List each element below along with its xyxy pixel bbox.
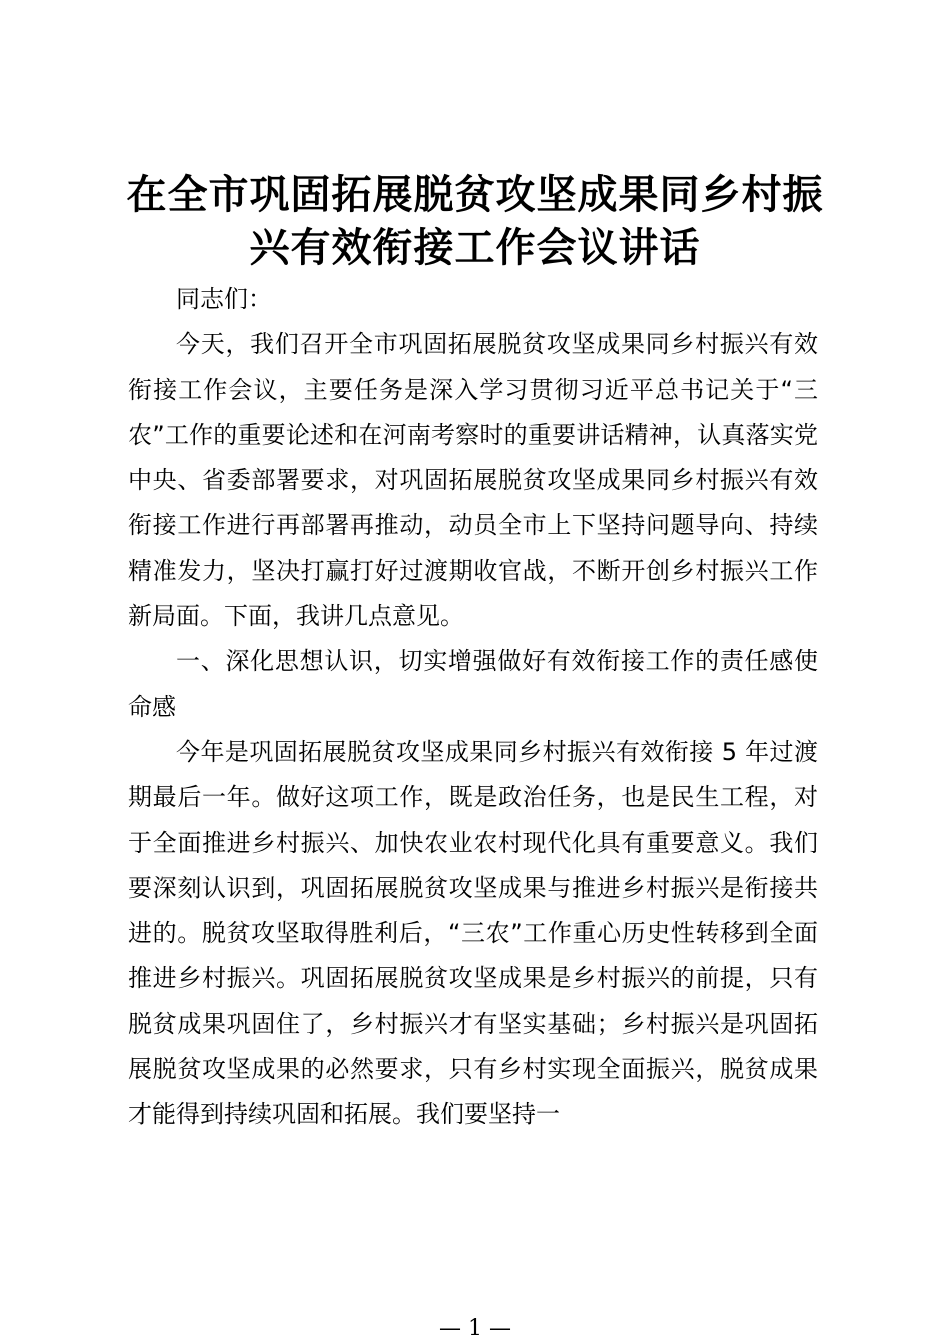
title-line-1: 在全市巩固拓展脱贫攻坚成果同乡村振 bbox=[126, 171, 824, 218]
paragraph-opening: 今天，我们召开全市巩固拓展脱贫攻坚成果同乡村振兴有效衔接工作会议，主要任务是深入学习贯彻习近平总书记关于“三农”工作的重要论述和在河南考察时的重要讲话精神，认真落实党中央、省委部署要求，对巩固拓展脱贫攻坚成果同乡村振兴有效衔接工作进行再部署再推动，动员全市上下坚持问题导向、持续精准发力，坚决打赢打好过渡期收官战，不断开创乡村振兴工作新局面。下面，我讲几点意见。 bbox=[128, 330, 818, 631]
page-number: — 1 — bbox=[439, 1316, 511, 1341]
page-title bbox=[110, 168, 840, 274]
salutation: 同志们： bbox=[176, 285, 272, 313]
section-heading-1: 一、深化思想认识，切实增强做好有效衔接工作的责任感使命感 bbox=[128, 647, 818, 721]
paragraph-section-1: 今年是巩固拓展脱贫攻坚成果同乡村振兴有效衔接 5 年过渡期最后一年。做好这项工作，既是政治任务，也是民生工程，对于全面推进乡村振兴、加快农业农村现代化具有重要意义。我们要深刻认识到，巩固拓展脱贫攻坚成果与推进乡村振兴是衔接共进的。脱贫攻坚取得胜利后，“三农”工作重心历史性转移到全面推进乡村振兴。巩固拓展脱贫攻坚成果是乡村振兴的前提，只有脱贫成果巩固住了，乡村振兴才有坚实基础；乡村振兴是巩固拓展脱贫攻坚成果的必然要求，只有乡村实现全面振兴，脱贫成果才能得到持续巩固和拓展。我们要坚持一 bbox=[128, 737, 818, 1129]
title-line-2: 兴有效衔接工作会议讲话 bbox=[249, 224, 701, 271]
body-text bbox=[128, 277, 818, 1138]
